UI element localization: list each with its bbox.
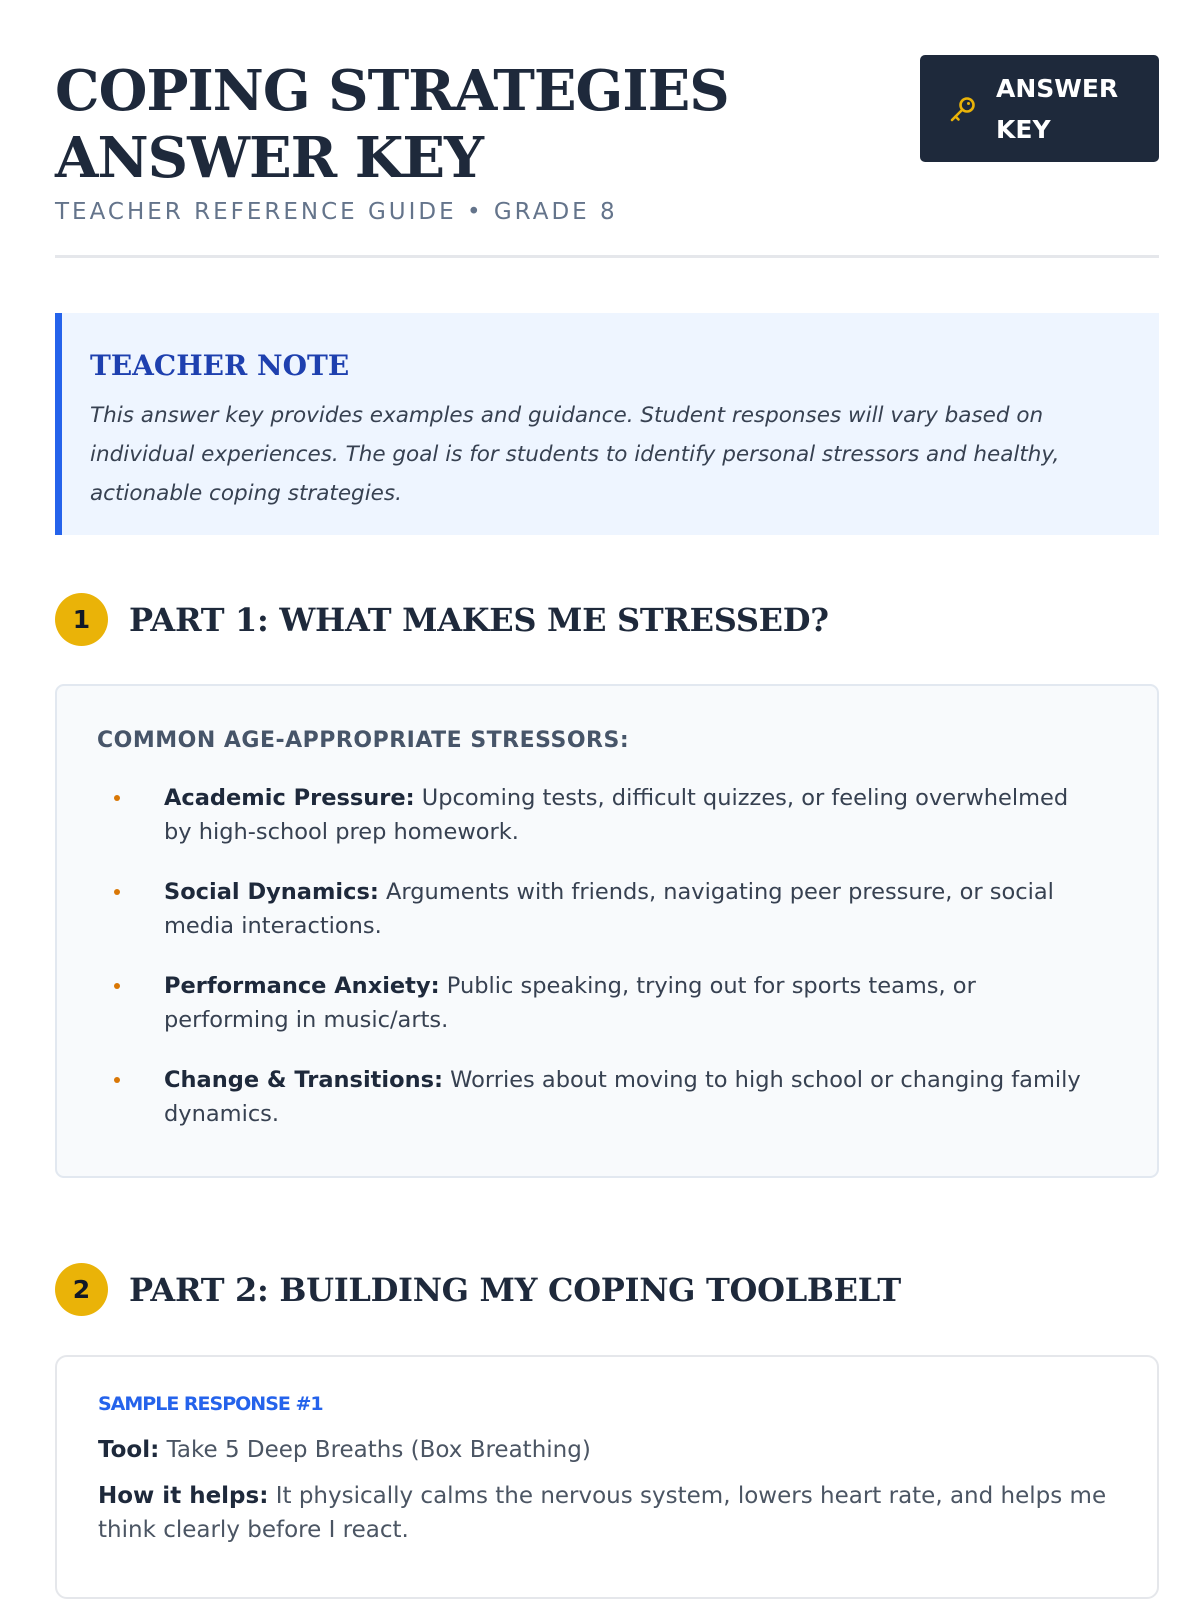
stressors-card bbox=[55, 684, 1159, 1178]
helps-line bbox=[98, 1479, 1117, 1547]
answer-key-badge bbox=[920, 55, 1159, 162]
teacher-note-title: TEACHER NOTE bbox=[90, 349, 350, 382]
bullet-dot bbox=[114, 889, 120, 895]
part1-heading bbox=[55, 593, 829, 646]
stressor-text: Worries about moving to high school or changing family dynamics. bbox=[164, 1067, 1081, 1127]
stressor-text: Arguments with friends, navigating peer pressure, or social media interactions. bbox=[164, 879, 1054, 939]
stressor-term: Change & Transitions: bbox=[164, 1067, 443, 1093]
bullet-dot bbox=[114, 983, 120, 989]
page-header bbox=[55, 0, 1159, 258]
stressor-item-social bbox=[97, 875, 1117, 943]
page-title: COPING STRATEGIES ANSWER KEY bbox=[55, 58, 729, 191]
stressor-term: Performance Anxiety: bbox=[164, 973, 440, 999]
stressor-item-change bbox=[97, 1063, 1117, 1131]
stressors-card-label: COMMON AGE-APPROPRIATE STRESSORS: bbox=[97, 728, 630, 753]
key-icon bbox=[946, 92, 980, 126]
answer-key-page bbox=[55, 0, 1159, 1543]
tool-key: Tool: bbox=[98, 1437, 160, 1463]
part2-heading bbox=[55, 1263, 901, 1316]
stressor-item-performance bbox=[97, 969, 1117, 1037]
helps-value: It physically calms the nervous system, lowers heart rate, and helps me think clearly before I react. bbox=[98, 1483, 1107, 1543]
answer-key-label: ANSWER KEY bbox=[996, 73, 1119, 144]
stressor-item-academic bbox=[97, 781, 1117, 849]
bullet-dot bbox=[114, 795, 120, 801]
sample-response-card bbox=[55, 1355, 1159, 1599]
stressor-text: Upcoming tests, difficult quizzes, or feeling overwhelmed by high-school prep homework. bbox=[164, 785, 1069, 845]
bullet-dot bbox=[114, 1077, 120, 1083]
page-subtitle: TEACHER REFERENCE GUIDE • GRADE 8 bbox=[55, 199, 618, 225]
teacher-note bbox=[55, 313, 1159, 535]
tool-value: Take 5 Deep Breaths (Box Breathing) bbox=[166, 1437, 591, 1463]
sample-response-label: SAMPLE RESPONSE #1 bbox=[98, 1393, 323, 1415]
stressor-list bbox=[97, 781, 1117, 1131]
part2-title: PART 2: BUILDING MY COPING TOOLBELT bbox=[129, 1270, 901, 1309]
stressor-text: Public speaking, trying out for sports teams, or performing in music/arts. bbox=[164, 973, 976, 1033]
stressor-term: Social Dynamics: bbox=[164, 879, 379, 905]
helps-key: How it helps: bbox=[98, 1483, 269, 1509]
part2-number-badge: 2 bbox=[55, 1263, 108, 1316]
part1-title: PART 1: WHAT MAKES ME STRESSED? bbox=[129, 600, 829, 639]
teacher-note-body: This answer key provides examples and guidance. Student responses will vary based on individual experiences. The goal is for students to identify personal stressors and healthy, actionable coping strategies. bbox=[90, 403, 1060, 506]
tool-line bbox=[98, 1433, 1117, 1467]
stressor-term: Academic Pressure: bbox=[164, 785, 415, 811]
part1-number-badge: 1 bbox=[55, 593, 108, 646]
